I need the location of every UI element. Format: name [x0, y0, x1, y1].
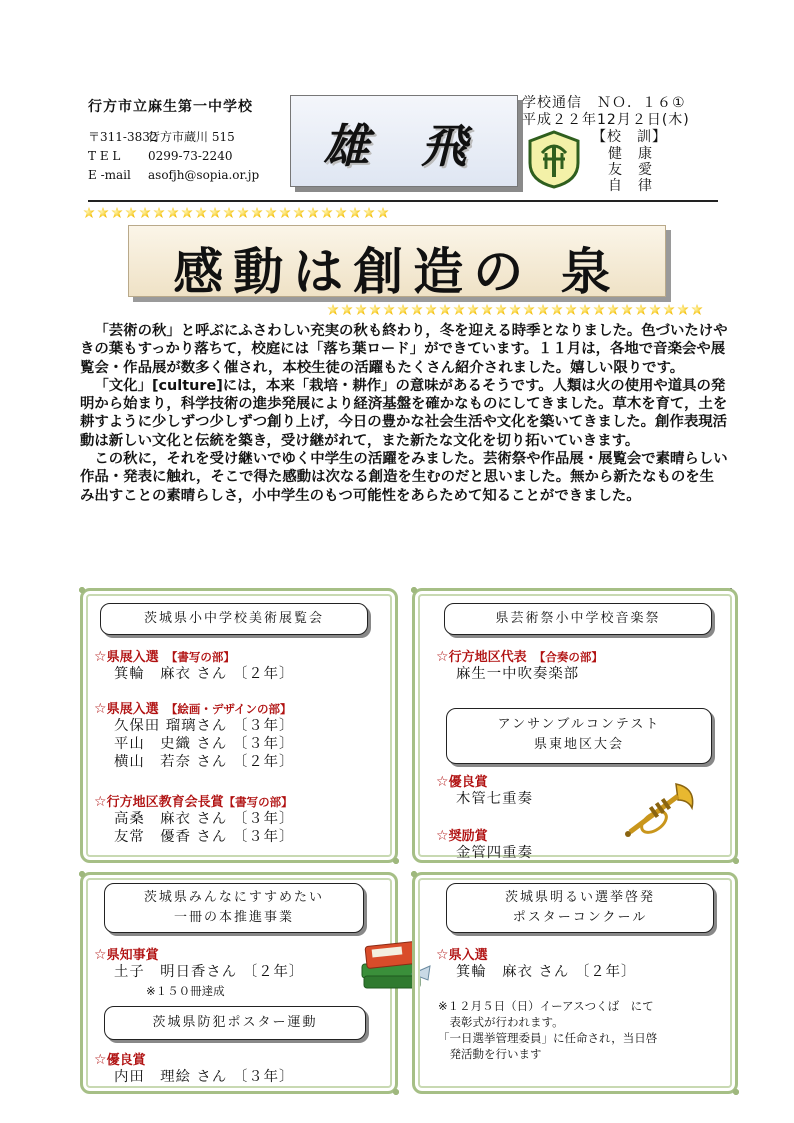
star-icon: ☆: [94, 794, 107, 810]
award-group: [94, 646, 294, 683]
leaf-garland-top: [82, 204, 402, 220]
star-icon: ☆: [436, 828, 449, 844]
leaf-icon: [181, 207, 193, 219]
issue-number: 学校通信 ＮＯ．１６①: [522, 95, 686, 111]
leaf-icon: [293, 207, 305, 219]
contact-list: [88, 128, 284, 185]
award-heading: ☆優良賞: [436, 774, 488, 790]
leaf-icon: [425, 304, 437, 316]
star-icon: ☆: [94, 701, 107, 717]
school-name: 行方市立麻生第一中学校: [88, 99, 253, 115]
newsletter-title-box: [290, 95, 518, 187]
winner-name: 木管七重奏: [456, 791, 533, 807]
leaf-icon: [111, 207, 123, 219]
leaf-icon: [209, 207, 221, 219]
leaf-icon: [509, 304, 521, 316]
music-festival-title: 県芸術祭小中学校音楽祭: [444, 603, 712, 635]
contact-tel: T E L 0299-73-2240: [88, 149, 233, 163]
star-icon: ☆: [436, 947, 449, 963]
winner-name: 内田 理絵 さん 〔３年〕: [114, 1069, 295, 1085]
leaf-icon: [125, 207, 137, 219]
leaf-icon: [579, 304, 591, 316]
headline-banner: [128, 225, 666, 301]
award-heading: ☆行方地区代表 【合奏の部】: [436, 649, 603, 665]
note-line: 表彰式が行われます。: [438, 1015, 564, 1029]
leaf-icon: [223, 207, 235, 219]
winner-name: 友常 優香 さん 〔３年〕: [114, 829, 295, 846]
contact-email: E -mail asofjh@sopia.or.jp: [88, 168, 260, 182]
leaf-icon: [467, 304, 479, 316]
leaf-icon: [83, 207, 95, 219]
motto-item: 健 康: [608, 146, 653, 162]
award-group: [94, 791, 294, 846]
winner-name: 横山 若奈 さん 〔２年〕: [114, 754, 295, 771]
leaf-icon: [349, 207, 361, 219]
book-promotion-title: 茨城県みんなにすすめたい 一冊の本推進事業: [104, 883, 364, 933]
leaf-icon: [251, 207, 263, 219]
winner-name: 麻生一中吹奏楽部: [456, 666, 580, 682]
leaf-icon: [663, 304, 675, 316]
leaf-icon: [237, 207, 249, 219]
award-heading: ☆県知事賞: [94, 947, 159, 963]
leaf-icon: [383, 304, 395, 316]
star-icon: ☆: [94, 947, 107, 963]
note-line: 発活動を行います: [438, 1047, 542, 1061]
star-icon: ☆: [94, 649, 107, 665]
intro-paragraph: この秋に，それを受け継いでゆく中学生の活躍をみました。芸術祭や作品展・展覧会で素晴らしい作品・発表に触れ，そこで得た感動は次なる創造を生むのだと思いました。無から新たなものを生み出すことの素晴らしさ，小中学生のもつ可能性をあらためて知ることができました。: [80, 451, 728, 504]
award-heading: ☆県展入選 【絵画・デザインの部】: [94, 701, 292, 717]
headline-text: 感動は創造の 泉: [173, 242, 621, 301]
school-info: [88, 96, 284, 185]
award-heading: ☆県展入選 【書写の部】: [94, 649, 235, 665]
note-line: 「一日選挙管理委員」に任命され，当日啓: [438, 1031, 658, 1045]
leaf-icon: [495, 304, 507, 316]
motto-item: 自 律: [608, 178, 653, 194]
leaf-icon: [377, 207, 389, 219]
award-heading: ☆行方地区教育会長賞【書写の部】: [94, 794, 293, 810]
award-group: [436, 646, 603, 683]
leaf-icon: [649, 304, 661, 316]
winner-name: 平山 史織 さん 〔３年〕: [114, 736, 295, 753]
leaf-icon: [481, 304, 493, 316]
leaf-icon: [439, 304, 451, 316]
leaf-icon: [537, 304, 549, 316]
star-icon: ☆: [94, 1052, 107, 1068]
motto-list: [608, 146, 653, 194]
newsletter-title: 雄 飛: [322, 119, 485, 173]
leaf-icon: [363, 207, 375, 219]
award-group: [94, 698, 294, 772]
issue-date: 平成２２年12月２日(木): [522, 112, 690, 128]
award-group: [436, 944, 636, 981]
ceremony-notes: [438, 998, 657, 1062]
winner-name: 久保田 瑠璃さん 〔３年〕: [114, 718, 295, 734]
award-heading: ☆奨励賞: [436, 828, 488, 844]
winner-name: 土子 明日香さん 〔２年〕: [114, 964, 305, 980]
leaf-icon: [335, 207, 347, 219]
art-exhibition-title: 茨城県小中学校美術展覧会: [100, 603, 368, 635]
trumpet-icon: [618, 778, 698, 848]
leaf-icon: [551, 304, 563, 316]
election-poster-title: 茨城県明るい選挙啓発 ポスターコンクール: [446, 883, 714, 933]
leaf-icon: [195, 207, 207, 219]
motto-heading: 【校 訓】: [592, 129, 667, 145]
achievement-note: ※１５０冊達成: [146, 984, 225, 998]
leaf-icon: [635, 304, 647, 316]
ensemble-contest-title: アンサンブルコンテスト 県東地区大会: [446, 708, 712, 764]
leaf-icon: [139, 207, 151, 219]
leaf-icon: [167, 207, 179, 219]
leaf-icon: [607, 304, 619, 316]
issue-info: [522, 95, 772, 194]
leaf-icon: [341, 304, 353, 316]
leaf-icon: [369, 304, 381, 316]
award-heading: ☆優良賞: [94, 1052, 146, 1068]
trailing-mark: 。: [729, 582, 739, 593]
leaf-icon: [621, 304, 633, 316]
leaf-icon: [279, 207, 291, 219]
winner-name: 箕輪 麻衣 さん 〔２年〕: [114, 666, 295, 682]
crime-prevention-title: 茨城県防犯ポスター運動: [104, 1006, 366, 1040]
leaf-icon: [453, 304, 465, 316]
intro-paragraph: 「文化」[culture]には，本来「栽培・耕作」の意味があるそうです。人類は火の使用や道具の発明から始まり，科学技術の進歩発展により経済基盤を確かなものにしてきました。草木を育て，土を耕すように少しずつ少しずつ創り上げ，今日の豊かな社会生活や文化を築いてきました。創作表現活動は新しい文化と伝統を築き，受け継がれて，また新たな文化を切り拓いていきます。: [80, 377, 728, 449]
note-line: ※１２月５日（日）イーアスつくば にて: [438, 999, 654, 1013]
leaf-icon: [321, 207, 333, 219]
award-heading: ☆県入選: [436, 947, 488, 963]
winner-name: 金管四重奏: [456, 845, 533, 861]
leaf-icon: [411, 304, 423, 316]
star-icon: ☆: [436, 649, 449, 665]
award-group: [94, 1049, 294, 1086]
award-group: [94, 944, 304, 981]
award-group: [436, 771, 533, 808]
leaf-icon: [677, 304, 689, 316]
leaf-icon: [327, 304, 339, 316]
leaf-icon: [153, 207, 165, 219]
leaf-icon: [523, 304, 535, 316]
contact-address: 〒311-3832行方市蔵川 515: [88, 130, 235, 144]
school-emblem-icon: [524, 129, 584, 189]
star-icon: ☆: [436, 774, 449, 790]
leaf-icon: [307, 207, 319, 219]
leaf-icon: [397, 304, 409, 316]
motto-item: 友 愛: [608, 162, 653, 178]
winner-name: 箕輪 麻衣 さん 〔２年〕: [456, 964, 637, 980]
leaf-icon: [97, 207, 109, 219]
leaf-icon: [265, 207, 277, 219]
leaf-garland-bottom: [326, 301, 726, 317]
leaf-icon: [565, 304, 577, 316]
leaf-icon: [691, 304, 703, 316]
leaf-icon: [355, 304, 367, 316]
winner-name: 高桑 麻衣 さん 〔３年〕: [114, 811, 295, 827]
intro-article: [80, 322, 728, 505]
intro-paragraph: 「芸術の秋」と呼ぶにふさわしい充実の秋も終わり，冬を迎える時季となりました。色づいたけやきの葉もすっかり落ちて，校庭には「落ち葉ロード」ができています。１１月は，各地で音楽会や展覧会・作品展が数多く催され，本校生徒の活躍もたくさん紹介されました。嬉しい限りです。: [80, 323, 728, 376]
leaf-icon: [593, 304, 605, 316]
award-group: [436, 825, 533, 862]
header-divider: [88, 200, 718, 202]
